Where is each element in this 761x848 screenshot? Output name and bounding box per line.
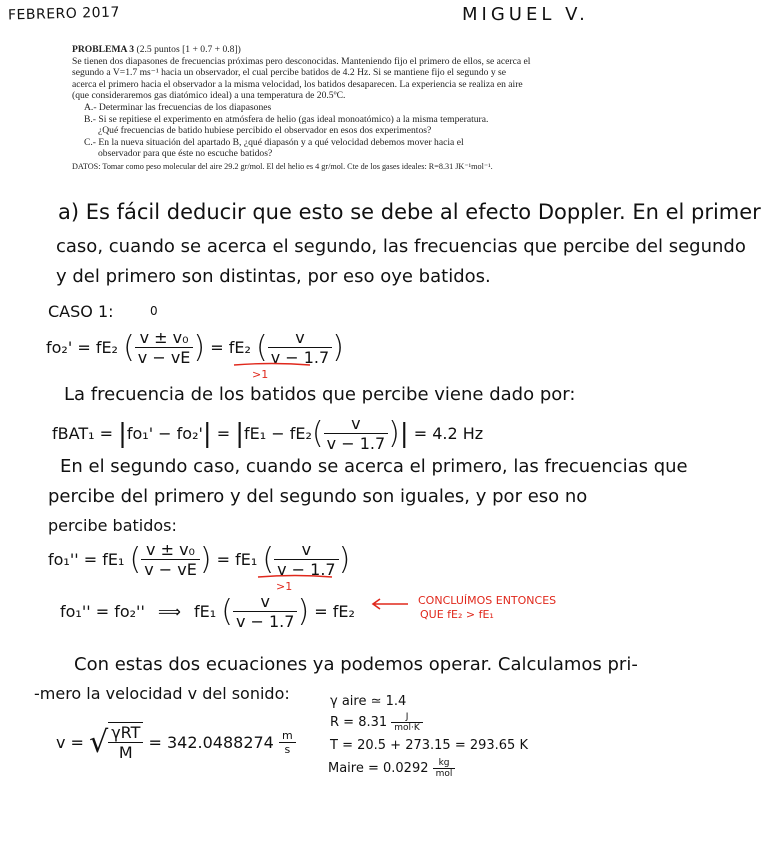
solution-line-8: Con estas dos ecuaciones ya podemos operar. Calculamos pri-	[74, 654, 638, 675]
header-author: MIGUEL V.	[462, 4, 589, 25]
implies-arrow-icon: ⟹	[157, 602, 181, 621]
const-M: Maire = 0.0292 $\frac{kg}{\text{mol}}$	[328, 758, 455, 779]
const-T: T = 20.5 + 273.15 = 293.65 K	[330, 738, 528, 753]
eq5-unit: $\frac{m}{s}$	[279, 729, 296, 756]
const-gamma: γ aire ≃ 1.4	[330, 694, 407, 709]
eq4-rhs: = fE₂	[314, 602, 355, 621]
eq3-fraction-2: $\frac{v}{v - 1.7}$	[274, 540, 339, 579]
eq4-fraction: $\frac{v}{v - 1.7}$	[233, 592, 298, 631]
case-1-label: CASO 1:	[48, 302, 114, 321]
const-R: R = 8.31 $\frac{J}{\text{mol·K}}$	[330, 712, 423, 733]
equation-3: fo₁'' = fE₁ ( $\frac{\text{v ± v₀}}{v - vE}$ ) = fE₁ ( $\frac{v}{v - 1.7}$ )	[48, 540, 351, 579]
solution-line-9: -mero la velocidad v del sonido:	[34, 684, 290, 703]
problem-title: PROBLEMA 3	[72, 44, 135, 55]
solution-line-2: caso, cuando se acerca el segundo, las frecuencias que percibe del segundo	[56, 236, 746, 257]
red-arrow-icon	[370, 598, 410, 610]
equation-5	[56, 722, 296, 762]
eq1-lhs: fo₂' = fE₂	[46, 338, 118, 357]
solution-line-1: a) Es fácil deducir que esto se debe al efecto Doppler. En el primer	[58, 200, 761, 224]
solution-line-3: y del primero son distintas, por eso oye batidos.	[56, 266, 491, 287]
eq3-lhs: fo₁'' = fE₁	[48, 550, 125, 569]
eq3-fraction-1: $\frac{\text{v ± v₀}}{v - vE}$	[141, 540, 200, 579]
eq4-lhs: fo₁'' = fo₂''	[60, 602, 145, 621]
eq1-underline	[232, 362, 312, 368]
problem-body: Se tienen dos diapasones de frecuencias próximas pero desconocidas. Manteniendo fijo el primero de ellos, se acerca el segundo a V=1.7 ms⁻¹ hacia un observador, el cual percibe batidos de 4.2 Hz. Si se mantiene fijo el segundo y se acerca el primero hacia el observador a la misma velocidad, los batidos desaparecen. La experiencia se realiza en aire (que consideraremos gas diatómico ideal) a una temperatura de 20.5ºC.	[72, 55, 531, 102]
problem-part-c-question: observador para que éste no escuche batidos?	[98, 148, 273, 160]
sqrt-icon: √	[89, 724, 109, 760]
solution-line-4: La frecuencia de los batidos que percibe viene dado por:	[64, 384, 576, 405]
eq2-lhs: fBAT₁ =	[52, 424, 113, 443]
equation-2: fBAT₁ = |fo₁' − fo₂'| = |fE₁ − fE₂( $\frac{v}{v - 1.7}$ )| = 4.2 Hz	[52, 414, 484, 453]
header-date: FEBRERO 2017	[7, 4, 121, 24]
problem-part-a: A.- Determinar las frecuencias de los diapasones	[84, 101, 272, 113]
solution-line-7: percibe batidos:	[48, 516, 177, 535]
const-R-unit: $\frac{J}{\text{mol·K}}$	[391, 712, 423, 733]
solution-line-6: percibe del primero y del segundo son iguales, y por eso no	[48, 486, 588, 507]
problem-points: (2.5 puntos [1 + 0.7 + 0.8])	[136, 44, 241, 55]
eq5-fraction: $\frac{\text{γRT}}{M}$	[108, 722, 143, 762]
eq4-mid: fE₁	[193, 602, 217, 621]
problem-data: DATOS: Tomar como peso molecular del aire 29.2 gr/mol. El del helio es 4 gr/mol. Cte de los gases ideales: R=8.31 JK⁻¹mol⁻¹.	[72, 161, 493, 171]
eq1-mid: = fE₂	[210, 338, 251, 357]
red-note-line-2: QUE fE₂ > fE₁	[420, 608, 494, 621]
problem-statement	[72, 44, 532, 173]
eq1-fraction-2: $\frac{v}{v - 1.7}$	[268, 328, 333, 367]
problem-heading	[72, 44, 532, 56]
equation-1: fo₂' = fE₂ ( $\frac{\text{v ± v₀}}{v - vE}$ ) = fE₂ ( $\frac{v}{v - 1.7}$ )	[46, 328, 344, 367]
solution-line-5: En el segundo caso, cuando se acerca el primero, las frecuencias que	[60, 456, 688, 477]
eq3-greater-mark: >1	[276, 580, 293, 593]
eq5-lhs: v =	[56, 732, 84, 752]
eq2-abs-2: fE₁ − fE₂	[244, 424, 312, 443]
eq3-mid: = fE₁	[216, 550, 258, 569]
eq2-rhs: = 4.2 Hz	[413, 424, 484, 443]
eq1-cancel-mark: 0	[150, 304, 158, 318]
red-note-line-1: CONCLUÍMOS ENTONCES	[418, 594, 557, 607]
problem-part-b-question: ¿Qué frecuencias de batido hubiese percibido el observador en esos dos experimentos?	[98, 125, 432, 137]
eq3-underline	[256, 574, 334, 580]
eq1-fraction-1: $\frac{\text{v ± v₀}}{v - vE}$	[135, 328, 194, 367]
equation-4: fo₁'' = fo₂'' ⟹ fE₁ ( $\frac{v}{v - 1.7}$ ) = fE₂	[60, 592, 355, 631]
problem-part-b: B.- Si se repitiese el experimento en atmósfera de helio (gas ideal monoatómico) a la misma temperatura.	[84, 113, 489, 125]
const-M-unit: $\frac{kg}{\text{mol}}$	[433, 758, 456, 779]
eq5-rhs: = 342.0488274	[148, 732, 274, 752]
eq2-fraction: $\frac{v}{v - 1.7}$	[324, 414, 389, 453]
problem-part-c: C.- En la nueva situación del apartado B, ¿qué diapasón y a qué velocidad debemos mover hacia el	[84, 136, 464, 148]
eq2-abs-1: fo₁' − fo₂'	[126, 424, 203, 443]
eq1-greater-mark: >1	[252, 368, 269, 381]
